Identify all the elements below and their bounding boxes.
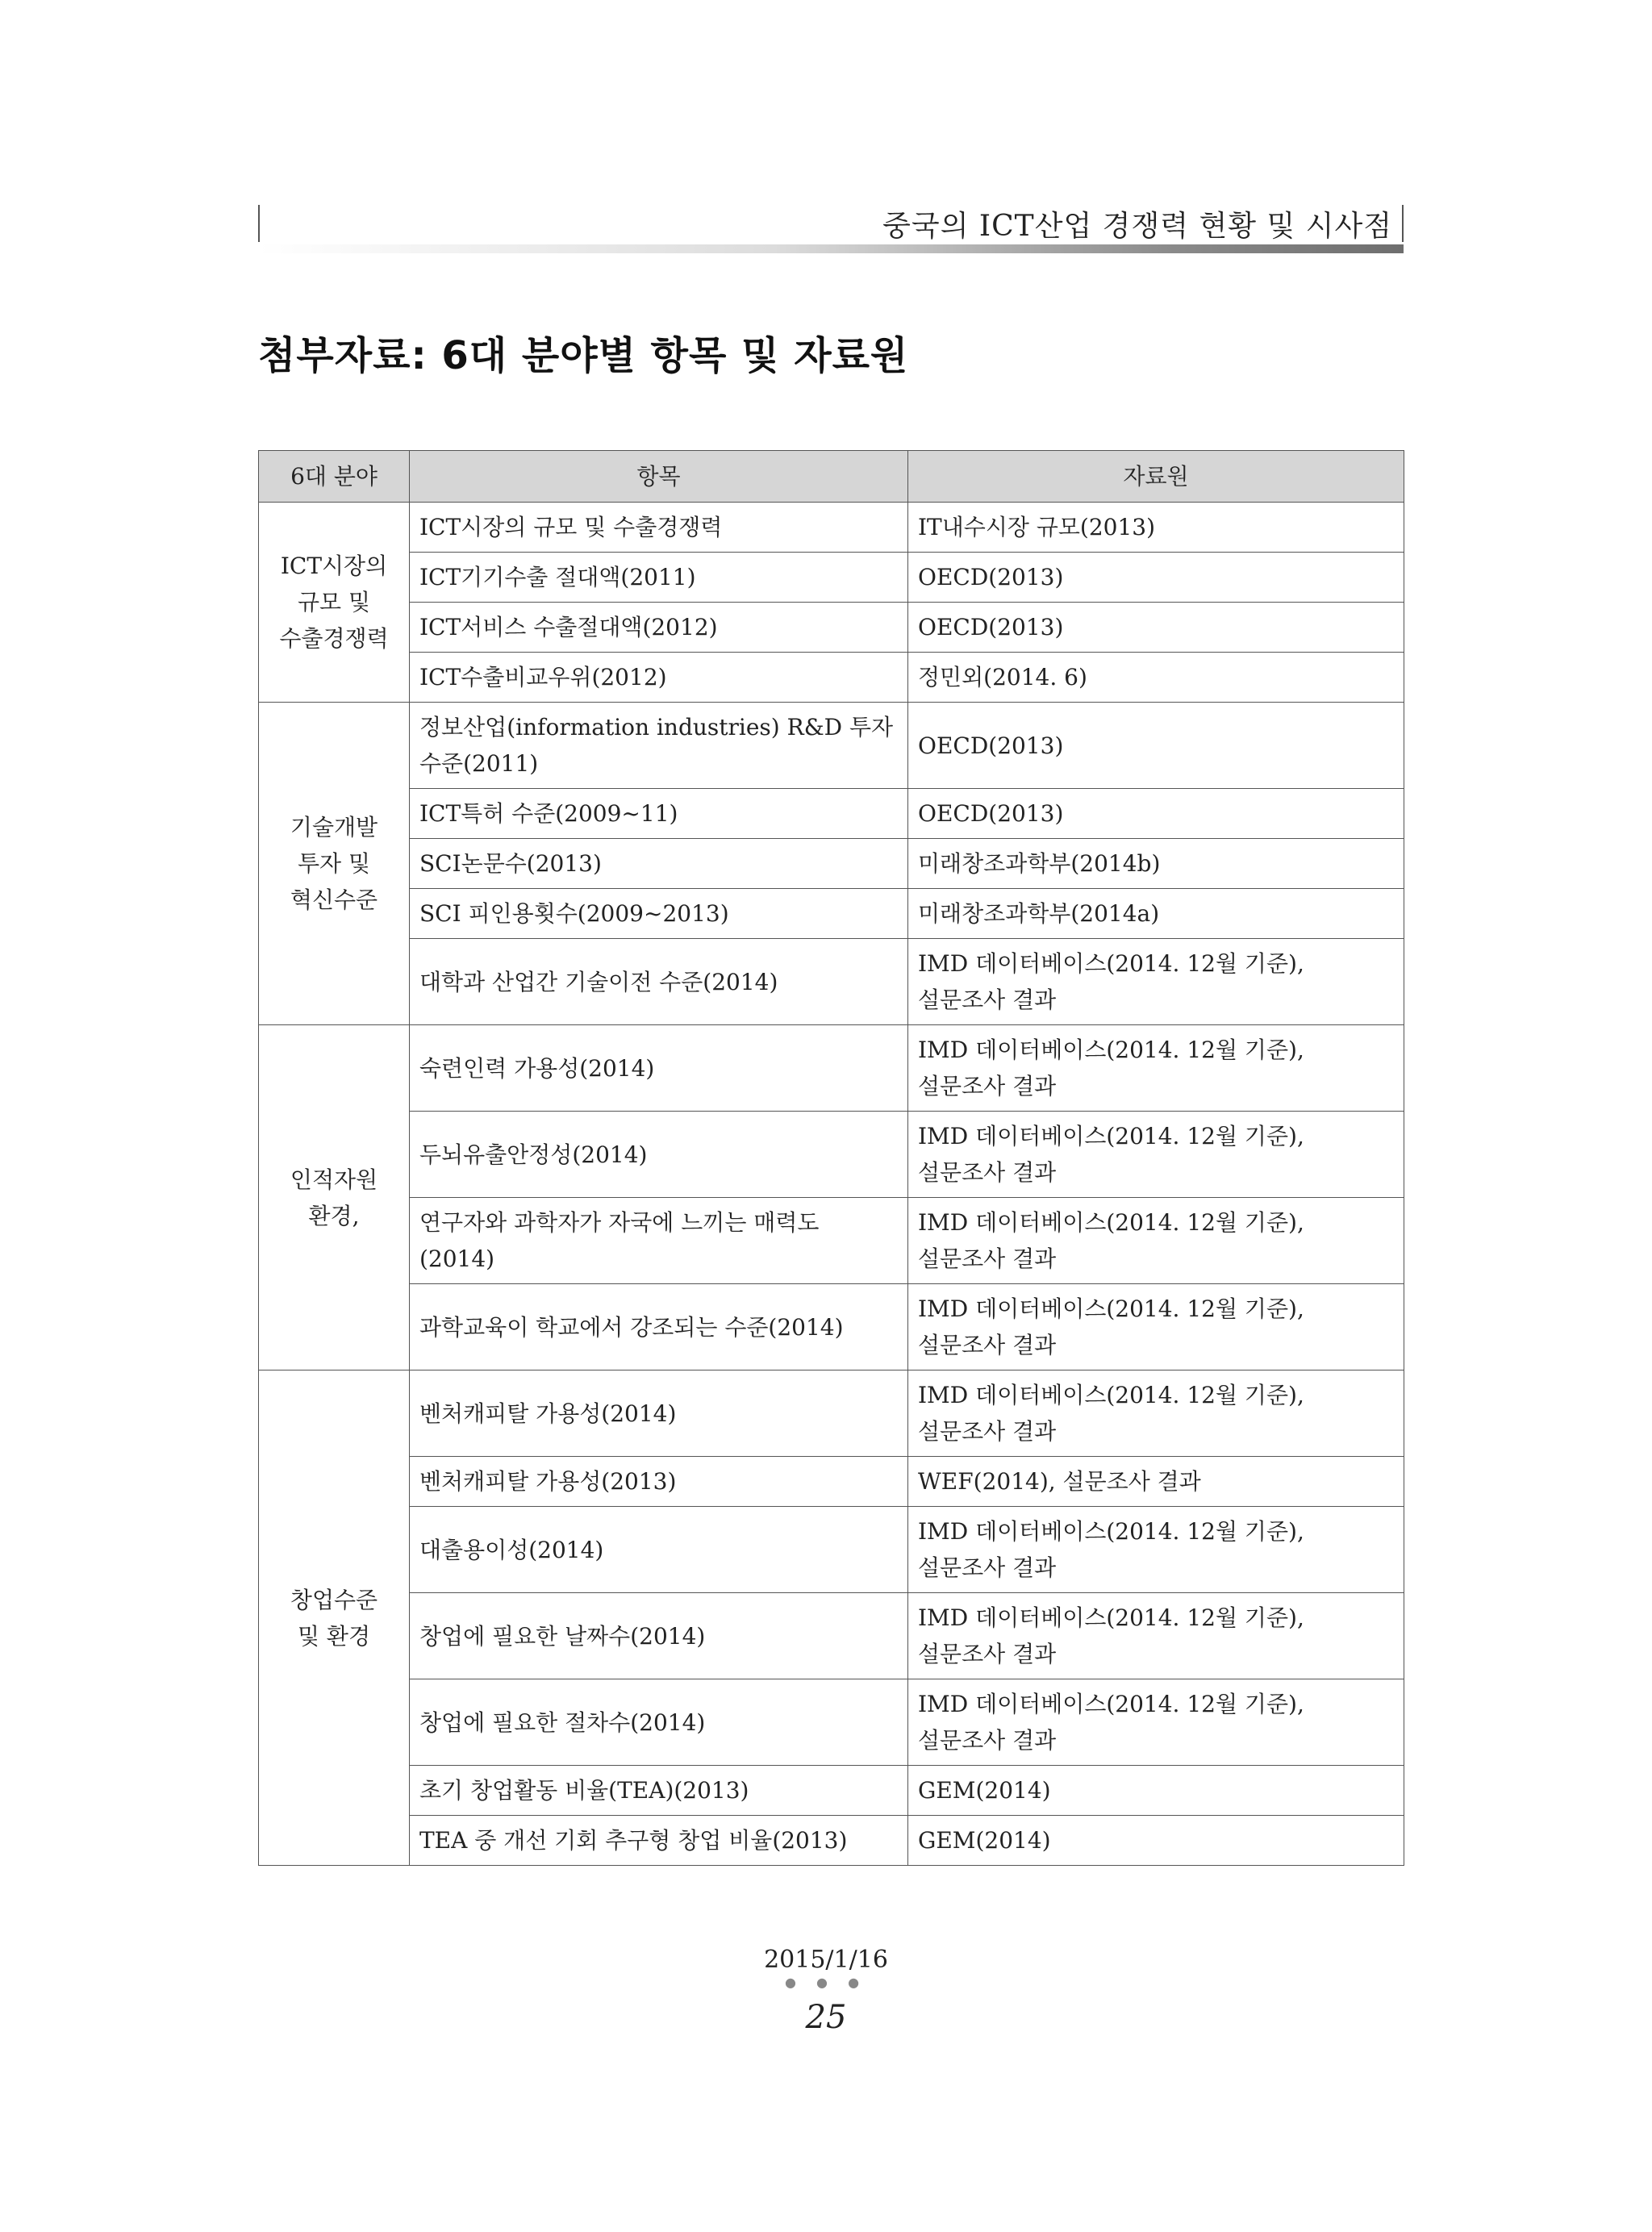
source-cell: IT내수시장 규모(2013)	[908, 503, 1404, 553]
table-row	[259, 1766, 1404, 1816]
item-cell: 과학교육이 학교에서 강조되는 수준(2014)	[410, 1284, 908, 1370]
table-row	[259, 939, 1404, 1025]
item-cell: 숙련인력 가용성(2014)	[410, 1025, 908, 1112]
table-row	[259, 653, 1404, 703]
source-cell: OECD(2013)	[908, 703, 1404, 789]
table-row	[259, 703, 1404, 789]
header-right-rule	[1402, 205, 1404, 242]
item-cell: 벤처캐피탈 가용성(2014)	[410, 1370, 908, 1457]
category-cell: ICT시장의 규모 및 수출경쟁력	[259, 503, 410, 703]
category-cell: 기술개발 투자 및 혁신수준	[259, 703, 410, 1025]
header-gradient-bar	[258, 244, 1404, 253]
header-left-rule	[258, 205, 260, 242]
source-cell: 정민외(2014. 6)	[908, 653, 1404, 703]
table-row	[259, 789, 1404, 839]
source-cell: 미래창조과학부(2014a)	[908, 889, 1404, 939]
item-cell: 창업에 필요한 날짜수(2014)	[410, 1593, 908, 1679]
table-row	[259, 839, 1404, 889]
column-header-category: 6대 분야	[259, 451, 410, 503]
running-header	[258, 195, 1404, 253]
item-cell: 창업에 필요한 절차수(2014)	[410, 1679, 908, 1766]
footer-date: 2015/1/16	[764, 1946, 888, 1974]
category-cell: 인적자원 환경,	[259, 1025, 410, 1370]
table-row	[259, 1112, 1404, 1198]
sources-table	[258, 450, 1404, 1866]
table-row	[259, 1507, 1404, 1593]
table-row	[259, 553, 1404, 603]
table-row	[259, 1198, 1404, 1284]
source-cell: IMD 데이터베이스(2014. 12월 기준), 설문조사 결과	[908, 1679, 1404, 1766]
item-cell: 대출용이성(2014)	[410, 1507, 908, 1593]
item-cell: ICT시장의 규모 및 수출경쟁력	[410, 503, 908, 553]
item-cell: 벤처캐피탈 가용성(2013)	[410, 1457, 908, 1507]
item-cell: 정보산업(information industries) R&D 투자수준(2011)	[410, 703, 908, 789]
source-cell: IMD 데이터베이스(2014. 12월 기준), 설문조사 결과	[908, 1284, 1404, 1370]
source-cell: GEM(2014)	[908, 1816, 1404, 1866]
page-heading: 첨부자료: 6대 분야별 항목 및 자료원	[258, 333, 909, 378]
item-cell: TEA 중 개선 기회 추구형 창업 비율(2013)	[410, 1816, 908, 1866]
source-cell: IMD 데이터베이스(2014. 12월 기준), 설문조사 결과	[908, 1593, 1404, 1679]
item-cell: 대학과 산업간 기술이전 수준(2014)	[410, 939, 908, 1025]
source-cell: OECD(2013)	[908, 789, 1404, 839]
column-header-item: 항목	[410, 451, 908, 503]
table-row	[259, 1593, 1404, 1679]
table-row	[259, 1370, 1404, 1457]
item-cell: SCI 피인용횟수(2009~2013)	[410, 889, 908, 939]
table-row	[259, 889, 1404, 939]
source-cell: WEF(2014), 설문조사 결과	[908, 1457, 1404, 1507]
source-cell: IMD 데이터베이스(2014. 12월 기준), 설문조사 결과	[908, 1370, 1404, 1457]
item-cell: ICT서비스 수출절대액(2012)	[410, 603, 908, 653]
category-cell: 창업수준 및 환경	[259, 1370, 410, 1866]
table-row	[259, 1679, 1404, 1766]
source-cell: 미래창조과학부(2014b)	[908, 839, 1404, 889]
source-cell: IMD 데이터베이스(2014. 12월 기준), 설문조사 결과	[908, 1507, 1404, 1593]
table-row	[259, 1025, 1404, 1112]
source-cell: IMD 데이터베이스(2014. 12월 기준), 설문조사 결과	[908, 939, 1404, 1025]
item-cell: 두뇌유출안정성(2014)	[410, 1112, 908, 1198]
footer-dots: ● ● ●	[784, 1975, 868, 1990]
source-cell: IMD 데이터베이스(2014. 12월 기준), 설문조사 결과	[908, 1025, 1404, 1112]
source-cell: IMD 데이터베이스(2014. 12월 기준), 설문조사 결과	[908, 1198, 1404, 1284]
item-cell: SCI논문수(2013)	[410, 839, 908, 889]
table-header-row	[259, 451, 1404, 503]
table-row	[259, 603, 1404, 653]
source-cell: OECD(2013)	[908, 553, 1404, 603]
source-cell: OECD(2013)	[908, 603, 1404, 653]
table-row	[259, 1816, 1404, 1866]
item-cell: 연구자와 과학자가 자국에 느끼는 매력도 (2014)	[410, 1198, 908, 1284]
item-cell: ICT수출비교우위(2012)	[410, 653, 908, 703]
source-cell: GEM(2014)	[908, 1766, 1404, 1816]
item-cell: ICT특허 수준(2009~11)	[410, 789, 908, 839]
item-cell: ICT기기수출 절대액(2011)	[410, 553, 908, 603]
table-row	[259, 1284, 1404, 1370]
header-title: 중국의 ICT산업 경쟁력 현황 및 시사점	[882, 210, 1392, 243]
item-cell: 초기 창업활동 비율(TEA)(2013)	[410, 1766, 908, 1816]
table-row	[259, 503, 1404, 553]
page-number: 25	[805, 1999, 847, 2036]
table-body	[259, 503, 1404, 1866]
table-row	[259, 1457, 1404, 1507]
column-header-source: 자료원	[908, 451, 1404, 503]
source-cell: IMD 데이터베이스(2014. 12월 기준), 설문조사 결과	[908, 1112, 1404, 1198]
